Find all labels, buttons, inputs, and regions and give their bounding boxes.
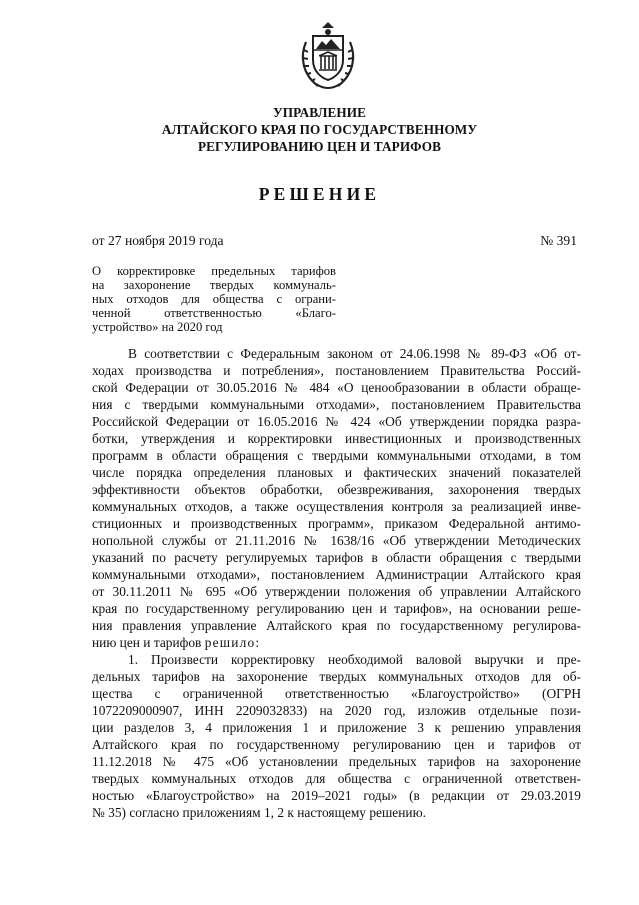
body-line: № 35) согласно приложениям 1, 2 к настоящему решению. (92, 805, 426, 820)
body-line: ходах производства и потребления», постановлением Правительства Россий- (92, 363, 581, 378)
body-line: коммунальных отходов, а также осуществления контроля за реализацией инве- (92, 499, 581, 514)
body-line: В соответствии с Федеральным законом от 24.06.1998 № 89-ФЗ «Об от- (128, 346, 581, 361)
body-line: ботки, утверждения и корректировки инвестиционных и производственных (92, 431, 581, 446)
document-number: № 391 (540, 233, 577, 248)
subject-line: О корректировке предельных тарифов (92, 264, 336, 278)
body-line: ния с твердыми коммунальными отходами», постановлением Правительства (92, 397, 581, 412)
body-line: ции разделов 3, 4 приложения 1 и приложение 3 к решению управления (92, 720, 581, 735)
document-body (92, 345, 581, 821)
body-line: 11.12.2018 № 475 «Об установлении предельных тарифов на захоронение (92, 754, 581, 769)
body-line (92, 634, 581, 651)
subject-line: ченной ответственностью «Благо- (92, 306, 336, 320)
body-line: 1072209000907, ИНН 2209032833) на 2020 год, изложив отдельные пози- (92, 703, 581, 718)
body-line: от 30.11.2011 № 695 «Об утверждении положения об управлении Алтайского (92, 584, 581, 599)
subject-line: ных отходов для общества с ограни- (92, 292, 336, 306)
org-line: АЛТАЙСКОГО КРАЯ ПО ГОСУДАРСТВЕННОМУ (161, 122, 478, 137)
body-line: ния правления управление Алтайского края по государственному регулирова- (92, 618, 581, 633)
body-line: числе порядка определения плановых и фактических значений показателей (92, 465, 581, 480)
body-line: ностью «Благоустройство» на 2019–2021 годы» (в редакции от 29.03.2019 (92, 788, 581, 803)
body-line: 1. Произвести корректировку необходимой валовой выручки и пре- (128, 652, 581, 667)
body-line: указаний по расчету регулируемых тарифов в области обращения с твердыми (92, 550, 581, 565)
body-line: нопольной службы от 21.11.2016 № 1638/16 «Об утверждении Методических (92, 533, 581, 548)
document-title: РЕШЕНИЕ (258, 184, 381, 204)
body-line: щества с ограниченной ответственностью «Благоустройство» (ОГРН (92, 686, 581, 701)
decision-word: решило: (204, 635, 261, 650)
org-line: РЕГУЛИРОВАНИЮ ЦЕН И ТАРИФОВ (197, 139, 442, 154)
body-line: дельных тарифов на захоронение твердых коммунальных отходов для об- (92, 669, 581, 684)
body-line: твердых коммунальных отходов для общества с ограниченной ответствен- (92, 771, 581, 786)
coat-of-arms-icon (296, 20, 360, 92)
document-subject (92, 264, 336, 334)
body-line: края по государственному регулированию цен и тарифов», на основании реше- (92, 601, 581, 616)
organization-name (0, 104, 639, 155)
body-line: стиционных и производственных программ», приказом Федеральной антимо- (92, 516, 581, 531)
body-line: программ в области обращения с твердыми коммунальными отходами, в том (92, 448, 581, 463)
subject-line: устройство» на 2020 год (92, 320, 223, 334)
body-line: ской Федерации от 30.05.2016 № 484 «О ценообразовании в области обраще- (92, 380, 581, 395)
body-line: коммунальными отходами», постановлением Администрации Алтайского края (92, 567, 581, 582)
body-line: Российской Федерации от 16.05.2016 № 424 «Об утверждении порядка разра- (92, 414, 581, 429)
body-line: Алтайского края по государственному регулированию цен и тарифов от (92, 737, 581, 752)
body-line: эффективности объектов обработки, обезвреживания, захоронения твердых (92, 482, 581, 497)
document-date: от 27 ноября 2019 года (92, 233, 224, 248)
body-text: нию цен и тарифов (92, 635, 205, 650)
org-line: УПРАВЛЕНИЕ (272, 105, 367, 120)
subject-line: на захоронение твердых коммуналь- (92, 278, 336, 292)
